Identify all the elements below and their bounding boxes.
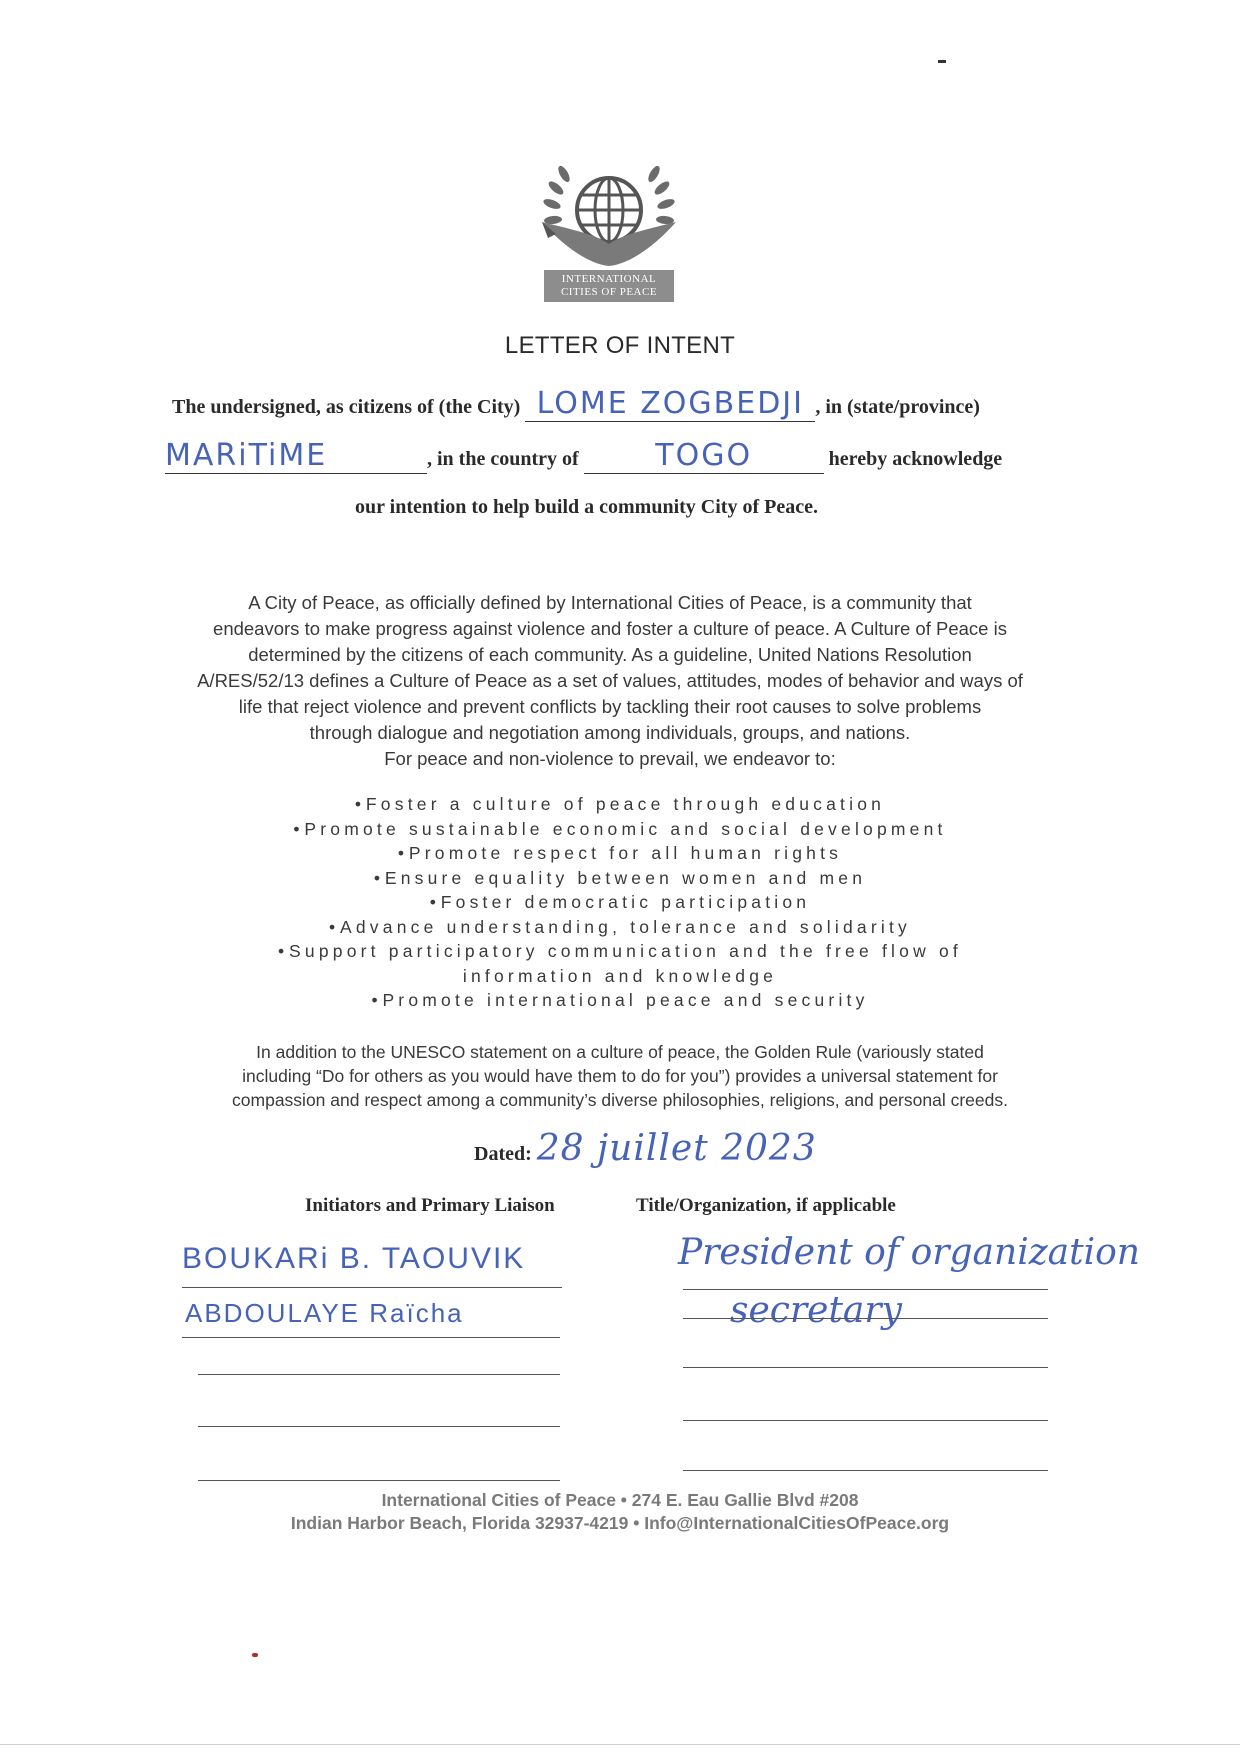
definition-line: endeavors to make progress against violence and foster a culture of peace. A Culture of Peace is [213,618,1007,639]
definition-line: For peace and non-violence to prevail, we endeavor to: [384,748,836,769]
definition-line: A City of Peace, as officially defined by International Cities of Peace, is a community that [248,592,972,613]
intro-suffix: , in (state/province) [815,396,980,418]
golden-rule-paragraph [160,1040,1080,1112]
logo-label-line2: CITIES OF PEACE [560,286,658,298]
definition-line: A/RES/52/13 defines a Culture of Peace as a set of values, attitudes, modes of behavior and ways of [197,670,1023,691]
list-item: • Advance understanding, tolerance and solidarity [150,915,1090,940]
goals-list [150,792,1090,1013]
dated-row [474,1128,817,1169]
list-item: • Promote international peace and security [150,988,1090,1013]
country-field: TOGO [584,438,824,474]
signature-line [198,1374,560,1375]
dated-value: 28 juillet 2023 [536,1128,817,1169]
footer-address-line-2: Indian Harbor Beach, Florida 32937-4219 • Info@InternationalCitiesOfPeace.org [290,1513,950,1533]
footer-address-line-1: International Cities of Peace • 274 E. Eau Gallie Blvd #208 [381,1490,859,1510]
province-field: MARiTiME [165,438,427,474]
intro-country-label: , in the country of [427,448,579,470]
initiator-title-2: secretary [730,1290,902,1331]
intro-line-2 [165,438,1002,474]
list-item: • Promote sustainable economic and social development [150,817,1090,842]
title-organization-header: Title/Organization, if applicable [636,1195,896,1216]
signature-line [683,1470,1048,1471]
list-item: • Foster democratic participation [150,890,1090,915]
signature-line [198,1480,560,1481]
initiator-name-1: BOUKARi B. TAOUVIK [182,1242,526,1275]
logo-label-line1: INTERNATIONAL [561,273,657,285]
definition-paragraph [140,590,1080,772]
initiator-name-2: ABDOULAYE Raïcha [185,1298,464,1328]
golden-rule-line: compassion and respect among a community’s diverse philosophies, religions, and personal creeds. [232,1090,1008,1110]
definition-line: determined by the citizens of each community. As a guideline, United Nations Resolution [248,644,972,665]
definition-line: life that reject violence and prevent conflicts by tackling their root causes to solve problems [238,696,982,717]
list-item: • Promote respect for all human rights [150,841,1090,866]
list-item: • Foster a culture of peace through education [150,792,1090,817]
city-field: LOME ZOGBEDJI [525,386,815,422]
golden-rule-line: including “Do for others as you would have them to do for you”) provides a universal statement for [242,1066,998,1086]
golden-rule-line: In addition to the UNESCO statement on a culture of peace, the Golden Rule (variously stated [256,1042,984,1062]
signature-line [683,1420,1048,1421]
globe-dove-laurel-icon [534,152,684,272]
intro-line-1 [172,386,980,422]
scan-mark [938,60,946,63]
signature-line [198,1426,560,1427]
page-title: LETTER OF INTENT [504,332,736,359]
signature-line [182,1287,562,1288]
list-item: • Ensure equality between women and men [150,866,1090,891]
dated-label: Dated: [474,1143,532,1165]
initiator-title-1: President of organization [678,1232,1140,1273]
intro-line-3: our intention to help build a community City of Peace. [355,496,818,518]
logo-label [544,270,674,302]
definition-line: through dialogue and negotiation among individuals, groups, and nations. [309,722,911,743]
intro-prefix: The undersigned, as citizens of (the City) [172,396,521,418]
intro-acknowledge: hereby acknowledge [828,448,1003,470]
signature-line [683,1289,1048,1290]
signature-line [683,1367,1048,1368]
signature-line [683,1318,1048,1319]
scan-mark [252,1653,258,1657]
organization-logo [534,152,684,304]
scan-edge-line [0,1744,1240,1745]
signature-line [182,1337,560,1338]
list-item: • Support participatory communication and the free flow of information and knowledge [150,939,1090,988]
initiators-header: Initiators and Primary Liaison [305,1195,555,1216]
